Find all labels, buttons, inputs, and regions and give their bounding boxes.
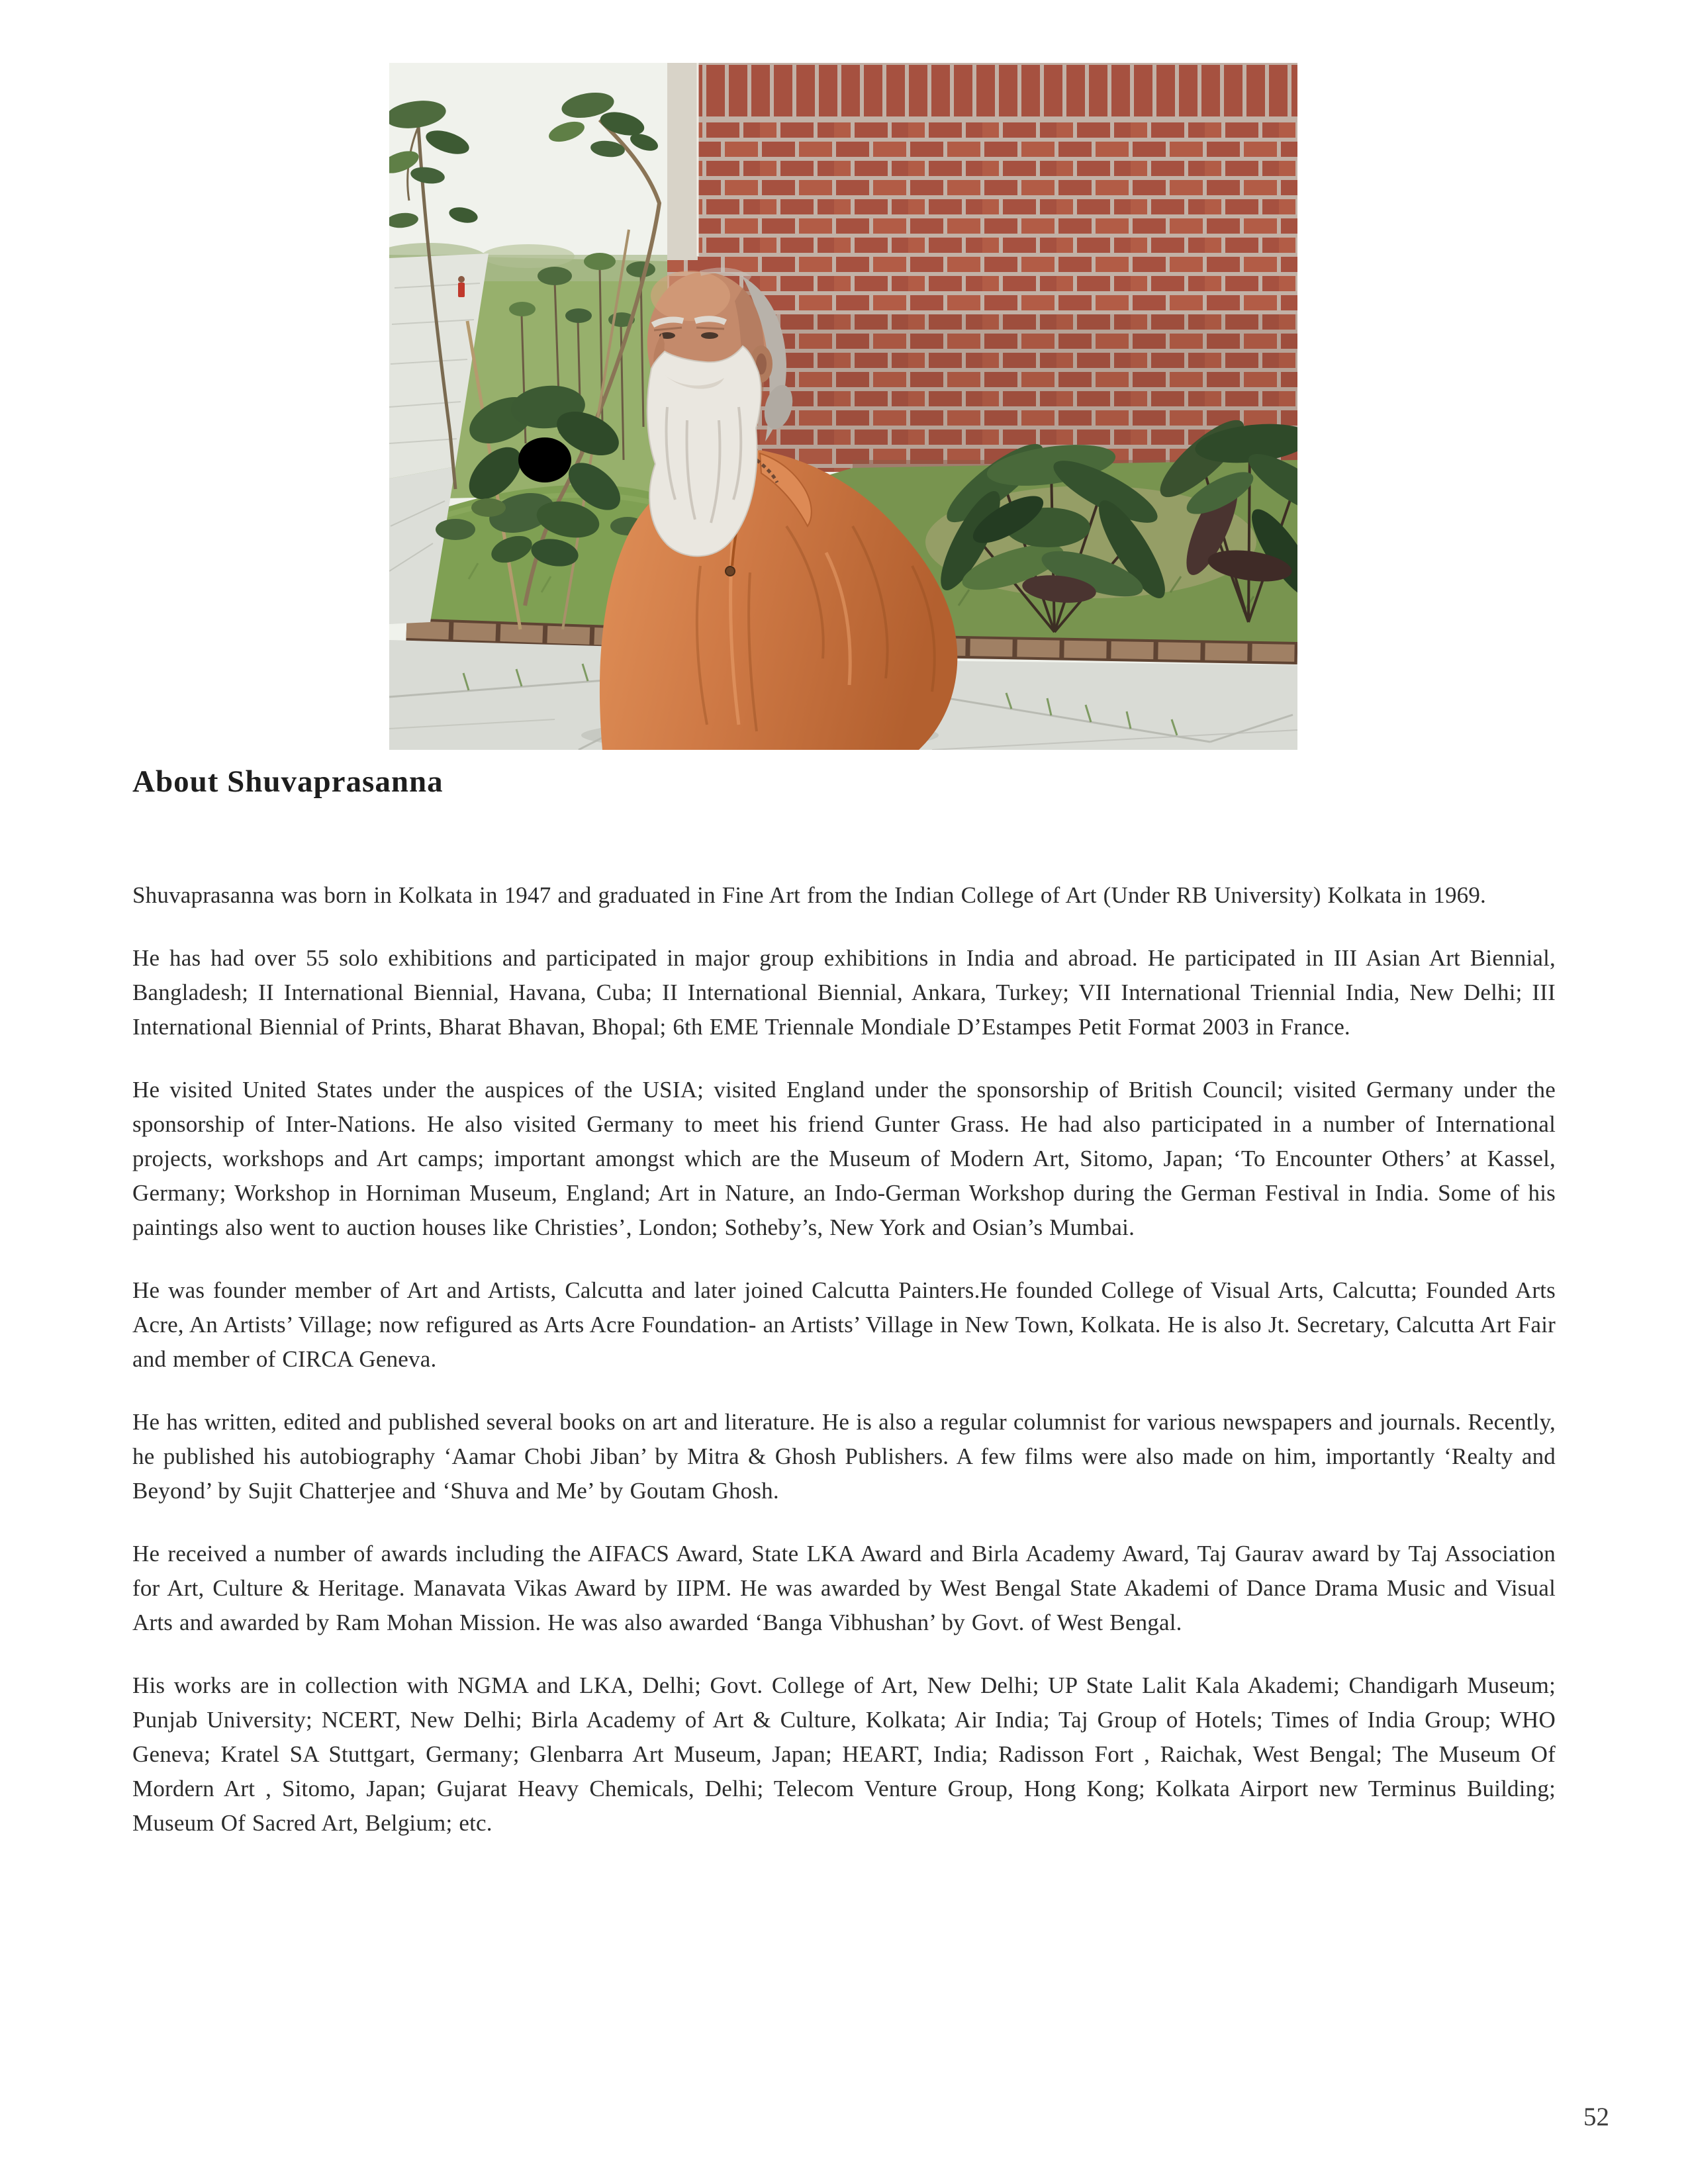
bio-paragraph-6: He received a number of awards including the AIFACS Award, State LKA Award and Birla Academy Award, Taj Gaurav award by Taj Association for Art, Culture & Heritage. Manavata Vikas Award by IIPM. He was awarded by West Bengal State Akademi of Dance Drama Music and Visual Arts and awarded by Ram Mohan Mission. He was also awarded ‘Banga Vibhushan’ by Govt. of West Bengal.	[132, 1541, 1556, 1635]
kurta-button	[726, 567, 735, 576]
bio-paragraph-5: He has written, edited and published several books on art and literature. He is also a regular columnist for various newspapers and journals. Recently, he published his autobiography ‘Aamar Chobi Jiban’ by Mitra & Ghosh Publishers. A few films were also made on him, importantly ‘Realty and Beyond’ by Sujit Chatterjee and ‘Shuva and Me’ by Goutam Ghosh.	[132, 1409, 1556, 1504]
bio-paragraph-2: He has had over 55 solo exhibitions and participated in major group exhibitions in India and abroad. He participated in III Asian Art Biennial, Bangladesh; II International Biennial, Havana, Cuba; II International Biennial, Ankara, Turkey; VII International Triennial India, New Delhi; III International Biennial of Prints, Bharat Bhavan, Bhopal; 6th EME Triennale Mondiale D’Estampes Petit Format 2003 in France.	[132, 945, 1556, 1040]
page-title: About Shuvaprasanna	[132, 764, 444, 799]
soldier-course	[667, 63, 1297, 118]
bio-paragraph-3: He visited United States under the auspices of the USIA; visited England under the sponsorship of British Council; visited Germany under the sponsorship of Inter-Nations. He also visited Germany to meet his friend Gunter Grass. He had also participated in a number of International projects, workshops and Art camps; important amongst which are the Museum of Modern Art, Sitomo, Japan; ‘To Encounter Others’ at Kassel, Germany; Workshop in Horniman Museum, England; Art in Nature, an Indo-German Workshop during the German Festival in India. Some of his paintings also went to auction houses like Christies’, London; Sotheby’s, New York and Osian’s Mumbai.	[132, 1077, 1556, 1240]
bio-paragraph-7: His works are in collection with NGMA and LKA, Delhi; Govt. College of Art, New Delhi; UP State Lalit Kala Akademi; Chandigarh Museum; Punjab University; NCERT, New Delhi; Birla Academy of Art & Culture, Kolkata; Air India; Taj Group of Hotels; Times of India Group; WHO Geneva; Kratel SA Stuttgart, Germany; Glenbarra Art Museum, Japan; HEART, India; Radisson Fort , Raichak, West Bengal; The Museum Of Mordern Art , Sitomo, Japan; Gujarat Heavy Chemicals, Delhi; Telecom Venture Group, Hong Kong; Kolkata Airport new Terminus Building; Museum Of Sacred Art, Belgium; etc.	[132, 1672, 1556, 1836]
distant-person	[458, 283, 465, 297]
bio-paragraph-4: He was founder member of Art and Artists, Calcutta and later joined Calcutta Painters.He founded College of Visual Arts, Calcutta; Founded Arts Acre, An Artists’ Village; now refigured as Arts Acre Foundation- an Artists’ Village in New Town, Kolkata. He is also Jt. Secretary, Calcutta Art Fair and member of CIRCA Geneva.	[132, 1277, 1556, 1372]
eyebrow-right	[695, 319, 726, 322]
eye-right	[701, 332, 718, 339]
biography-text	[132, 766, 1556, 1869]
concrete-pillar	[667, 63, 698, 260]
artist-photo	[389, 63, 1297, 750]
bio-paragraph-1: Shuvaprasanna was born in Kolkata in 1947 and graduated in Fine Art from the Indian College of Art (Under RB University) Kolkata in 1969.	[132, 882, 1486, 908]
page-number: 52	[1583, 2103, 1609, 2131]
photo-illustration	[389, 63, 1297, 750]
brick-wall	[667, 63, 1297, 472]
